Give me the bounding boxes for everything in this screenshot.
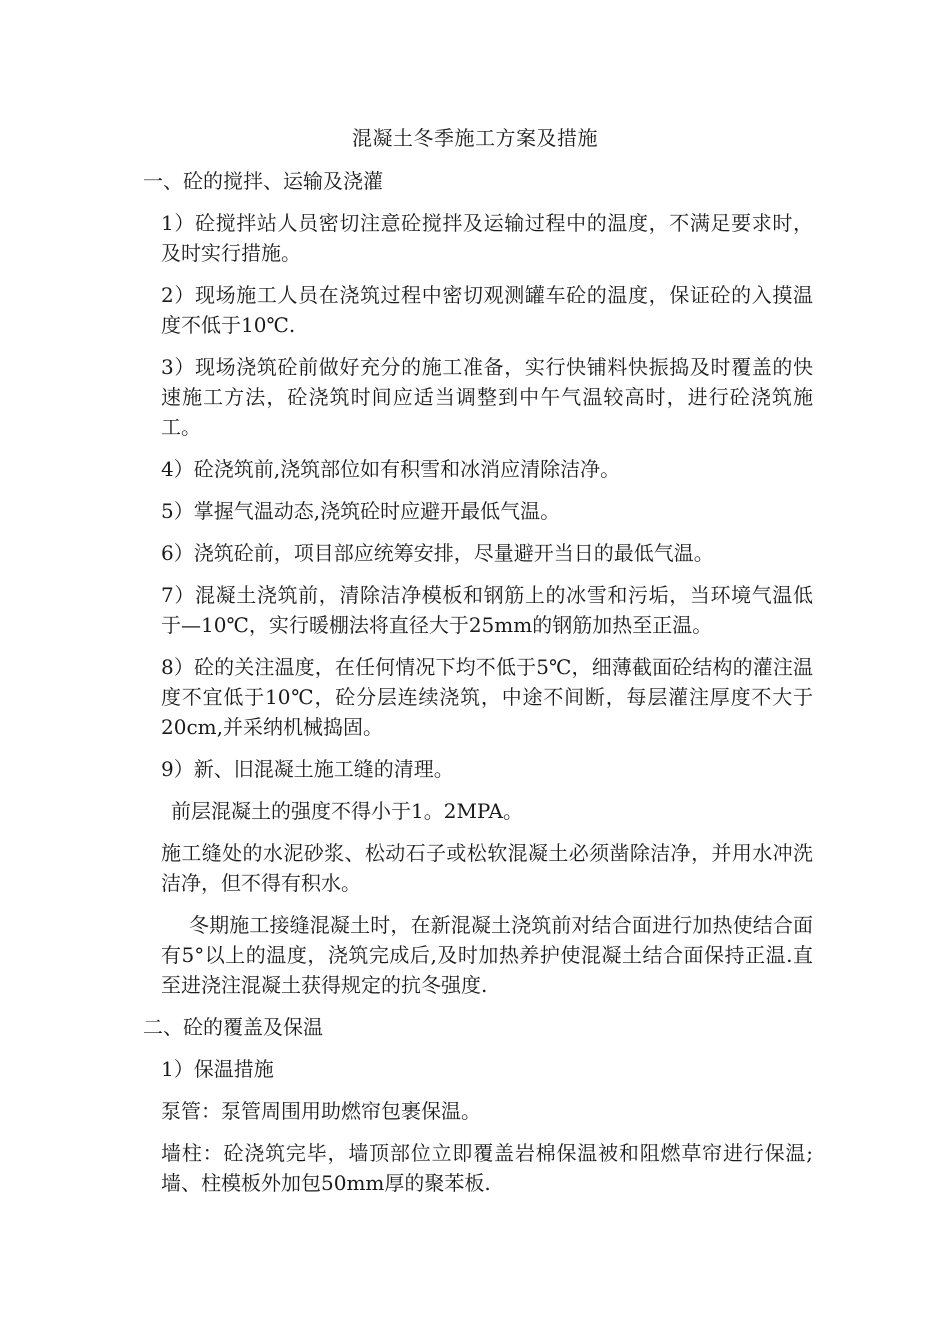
document-title: 混凝土冬季施工方案及措施 [352,126,598,150]
paragraph-5: 5）掌握气温动态,浇筑砼时应避开最低气温。 [161,499,561,523]
paragraph-6: 6）浇筑砼前，项目部应统筹安排，尽量避开当日的最低气温。 [161,541,714,565]
paragraph-12: 冬期施工接缝混凝土时，在新混凝土浇筑前对结合面进行加热使结合面有5°以上的温度，浇筑完成后,及时加热养护使混凝土结合面保持正温.直至进浇注混凝土获得规定的抗冬强度. [161,913,813,997]
paragraph-7: 7）混凝土浇筑前，清除洁净模板和钢筋上的冰雪和污垢，当环境气温低于—10℃，实行暖棚法将直径大于25mm的钢筋加热至正温。 [161,583,813,637]
document-body [143,166,813,1210]
paragraph-14: 泵管：泵管周围用助燃帘包裹保温。 [161,1099,481,1123]
paragraph-15: 墙柱：砼浇筑完毕，墙顶部位立即覆盖岩棉保温被和阻燃草帘进行保温;墙、柱模板外加包50mm厚的聚苯板. [161,1141,813,1195]
paragraph-13: 1）保温措施 [161,1057,274,1081]
section-heading-1: 一、砼的搅拌、运输及浇灌 [143,169,383,193]
section-heading-2: 二、砼的覆盖及保温 [143,1015,323,1039]
paragraph-11: 施工缝处的水泥砂浆、松动石子或松软混凝土必须凿除洁净，并用水冲洗洁净，但不得有积水。 [161,841,813,895]
paragraph-4: 4）砼浇筑前,浇筑部位如有积雪和冰消应清除洁净。 [161,457,621,481]
paragraph-3: 3）现场浇筑砼前做好充分的施工准备，实行快铺料快振捣及时覆盖的快速施工方法，砼浇筑时间应适当调整到中午气温较高时，进行砼浇筑施工。 [161,355,813,439]
paragraph-10: 前层混凝土的强度不得小于1。2MPA。 [171,799,523,823]
paragraph-9: 9）新、旧混凝土施工缝的清理。 [161,757,454,781]
paragraph-2: 2）现场施工人员在浇筑过程中密切观测罐车砼的温度，保证砼的入摸温度不低于10℃. [161,283,813,337]
paragraph-1: 1）砼搅拌站人员密切注意砼搅拌及运输过程中的温度，不满足要求时，及时实行措施。 [161,211,813,265]
paragraph-8: 8）砼的关注温度，在任何情况下均不低于5℃，细薄截面砼结构的灌注温度不宜低于10℃，砼分层连续浇筑，中途不间断，每层灌注厚度不大于20cm,并采纳机械捣固。 [161,655,813,739]
